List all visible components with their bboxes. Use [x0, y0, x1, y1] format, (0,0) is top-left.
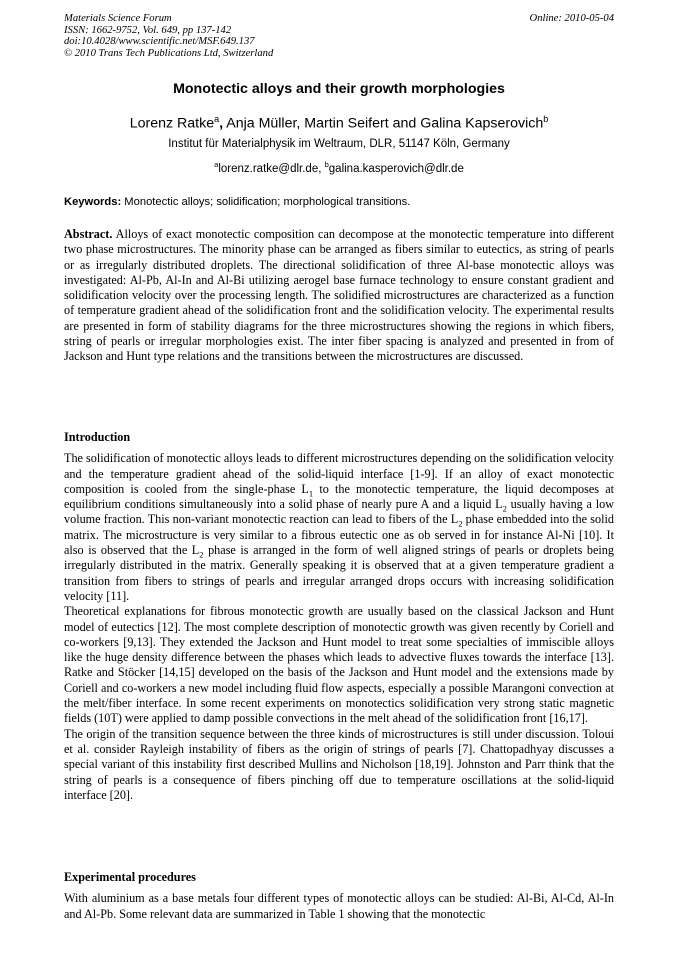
- intro-p1-text-d: phase embedded into the solid matrix. The microstructure is very similar to a fibrous eutectic one as ob served in for instance Al-Ni [10]. It also is observed that the L: [64, 512, 614, 558]
- introduction-paragraph-2: Theoretical explanations for fibrous monotectic growth are usually based on the classical Jackson and Hunt model of eutectics [12]. The most complete description of monotectic growth was given recently by Coriell and co-workers [9,13]. They extended the Jackson and Hunt model to treat some specialties of immiscible alloys like the huge density difference between the phases which leads to advective fluxes towards the interface [13]. Ratke and Stöcker [14,15] developed on the basis of the Jackson and Hunt model and the extensions made by Coriell and co-workers a new model including fluid flow aspects, especially a possible Marangoni convection at the melt/fiber interface. In some recent experiments on monotectics solidification very strong static magnetic fields (10T) were applied to damp possible convections in the melt ahead of the solidification front [16,17].: [64, 604, 614, 726]
- intro-subscript: 2: [502, 503, 507, 514]
- email-line: [0, 160, 678, 175]
- keywords-label: Keywords:: [64, 196, 122, 208]
- journal-header: [64, 13, 273, 59]
- intro-p1-text-a: The solidification of monotectic alloys leads to different microstructures depending on the solidification velocity and the temperature gradient ahead of the solid-liquid interface [1-9]. If an alloy of exact monotectic composition is cooled from the single-phase L: [64, 451, 614, 496]
- intro-p1-text-c: usually having a low volume fraction. This non-variant monotectic reaction can lead to fibers of the L: [64, 497, 614, 527]
- experimental-section: [64, 870, 614, 922]
- paper-title: Monotectic alloys and their growth morphologies: [173, 81, 505, 97]
- introduction-paragraph-1: [64, 451, 614, 604]
- intro-p1-text-b: to the monotectic temperature, the liquid decomposes at equilibrium conditions simultaneously into a solid phase of nearly pure A and a liquid L: [64, 481, 615, 512]
- intro-subscript: 2: [199, 549, 204, 560]
- abstract: [64, 227, 614, 365]
- intro-subscript: 1: [308, 488, 314, 499]
- online-date: Online: 2010-05-04: [529, 13, 614, 24]
- doi-line: doi:10.4028/www.scientific.net/MSF.649.137: [64, 36, 255, 48]
- author-list: [0, 114, 678, 132]
- abstract-paragraph: [64, 227, 614, 365]
- abstract-text: Alloys of exact monotectic composition can decompose at the monotectic temperature into different two phase microstructures. The minority phase can be arranged as fibers similar to eutectics, as string of pearls or as irregularly distributed droplets. The directional solidification of three Al-base monotectic alloys was investigated: Al-Pb, Al-In and Al-Bi utilizing aerogel base furnace technology to ensure constant gradient and solidification velocity over the processing length. The solidified microstructures are characterized as a function of temperature gradient ahead of the solidification front and the solidification velocity. The experimental results are presented in form of stability diagrams for the three microstructures showing the regions in which fibers, string of pearls or irregular morphologies exist. The inter fiber spacing is analyzed and presented in from of Jackson and Hunt type relations and the transitions between the microstructures are discussed.: [64, 227, 614, 364]
- email-a: lorenz.ratke@dlr.de,: [218, 162, 325, 175]
- keywords: [64, 196, 614, 208]
- intro-p1-text-e: phase is arranged in the form of well aligned strings of pearls or droplets being irregularly distributed in the matrix. Generally speaking it is observed that at a given temperature gradient a transition from fibers to strings of pearls and irregular arranged drops occurs with increasing solidification velocity [11].: [64, 543, 614, 603]
- author-last-affil-mark: b: [543, 114, 549, 124]
- journal-name: Materials Science Forum: [64, 13, 172, 24]
- experimental-paragraph-1: With aluminium as a base metals four different types of monotectic alloys can be studied: Al-Bi, Al-Cd, Al-In and Al-Pb. Some relevant data are summarized in Table 1 showing that the monotectic: [64, 891, 614, 921]
- abstract-label: Abstract.: [64, 227, 113, 241]
- experimental-heading: Experimental procedures: [64, 870, 196, 884]
- copyright-line: © 2010 Trans Tech Publications Ltd, Switzerland: [64, 47, 274, 59]
- email-a-mark: a: [214, 160, 219, 169]
- author-others: Anja Müller, Martin Seifert and Galina Kapserovich: [223, 115, 544, 132]
- author-separator: ,: [219, 115, 224, 132]
- author-first: Lorenz Ratke: [129, 115, 215, 132]
- issn-line: ISSN: 1662-9752, Vol. 649, pp 137-142: [64, 24, 232, 36]
- introduction-paragraph-3: The origin of the transition sequence between the three kinds of microstructures is still under discussion. Toloui et al. consider Rayleigh instability of fibers as the origin of strings of pearls [7]. Chattopadhyay discusses a special variant of this instability first described Mullins and Nicholson [18,19]. Johnston and Parr think that the string of pearls is a consequence of fibers pinching off due to temperature oscillations at the solid-liquid interface [20].: [64, 726, 614, 802]
- introduction-section: [64, 430, 614, 803]
- intro-subscript: 2: [458, 518, 463, 529]
- email-b-mark: b: [324, 160, 329, 169]
- introduction-heading: Introduction: [64, 430, 131, 444]
- email-b: galina.kasperovich@dlr.de: [328, 162, 464, 175]
- keywords-text: Monotectic alloys; solidification; morphological transitions.: [121, 196, 411, 208]
- author-first-affil-mark: a: [214, 114, 220, 124]
- affiliation: Institut für Materialphysik im Weltraum, DLR, 51147 Köln, Germany: [168, 138, 510, 150]
